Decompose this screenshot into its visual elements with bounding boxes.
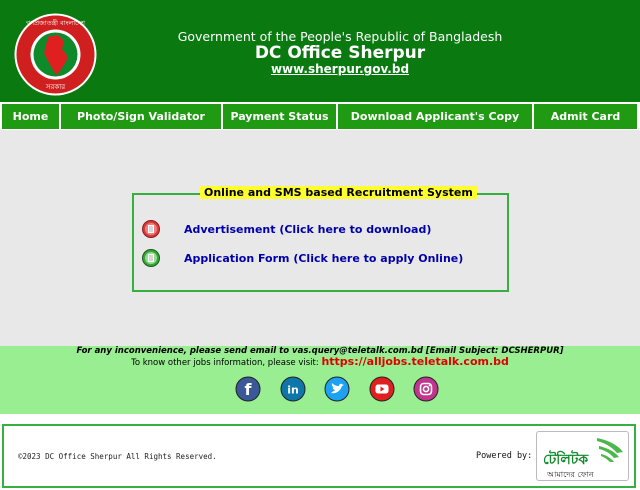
nav-home[interactable]: Home: [2, 104, 59, 129]
page-footer: [0, 414, 640, 490]
facebook-icon[interactable]: [233, 374, 263, 404]
teletalk-logo[interactable]: [536, 431, 629, 481]
office-title: DC Office Sherpur: [254, 43, 426, 63]
application-form-link[interactable]: Application Form (Click here to apply Online): [184, 252, 464, 265]
alljobs-link[interactable]: https://alljobs.teletalk.com.bd: [321, 355, 509, 368]
seal-text-bottom: সরকার: [45, 83, 66, 91]
copyright-text: ©2023 DC Office Sherpur All Rights Reserved.: [18, 452, 217, 461]
footer-box: [2, 424, 636, 488]
main-nav: [0, 102, 640, 130]
seal-text-top: গণপ্রজাতন্ত্রী বাংলাদেশ: [26, 19, 85, 27]
document-red-icon[interactable]: [142, 220, 160, 238]
svg-text:f: f: [244, 380, 252, 399]
nav-admit-card[interactable]: Admit Card: [534, 104, 637, 129]
website-link[interactable]: www.sherpur.gov.bd: [270, 62, 410, 76]
linkedin-icon[interactable]: [278, 374, 308, 404]
nav-download-applicant-copy[interactable]: Download Applicant's Copy: [338, 104, 532, 129]
instagram-icon[interactable]: [411, 374, 441, 404]
svg-text:in: in: [287, 383, 299, 397]
info-section: [0, 346, 640, 414]
jobs-prefix: To know other jobs information, please visit:: [131, 358, 322, 368]
advertisement-link[interactable]: Advertisement (Click here to download): [184, 223, 432, 236]
recruitment-panel: [132, 186, 509, 292]
twitter-icon[interactable]: [322, 374, 352, 404]
teletalk-logo-subtext: আমাদের ফোন: [547, 470, 594, 479]
main-content: [0, 130, 640, 346]
panel-title: Online and SMS based Recruitment System: [200, 186, 477, 199]
teletalk-logo-text: টেলিটক: [543, 452, 589, 468]
government-title: Government of the People's Republic of Bangladesh: [177, 29, 503, 44]
youtube-icon[interactable]: [367, 374, 397, 404]
document-green-icon[interactable]: [142, 249, 160, 267]
nav-photo-sign-validator[interactable]: Photo/Sign Validator: [61, 104, 221, 129]
contact-info: For any inconvenience, please send email to vas.query@teletalk.com.bd [Email Subject: DCSHERPUR]: [76, 346, 564, 356]
jobs-info: [0, 355, 640, 368]
powered-by-label: Powered by:: [476, 451, 533, 461]
site-header: [0, 0, 640, 102]
nav-payment-status[interactable]: Payment Status: [223, 104, 336, 129]
